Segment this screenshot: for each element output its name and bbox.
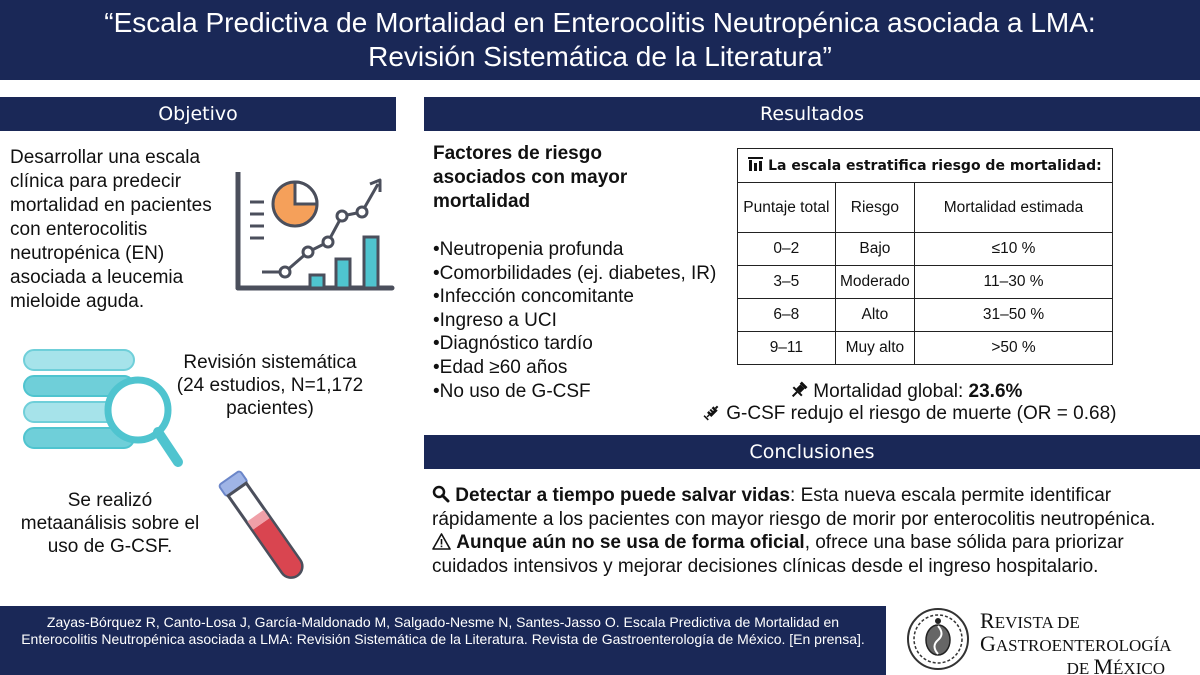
journal-line-3: DE MÉXICO [1066,654,1165,675]
conclusion-1-bold: Detectar a tiempo puede salvar vidas [455,485,791,506]
citation-text: Zayas-Bórquez R, Canto-Losa J, García-Maldonado M, Salgado-Nesme N, Santes-Jasso O. Escala Predictiva de Mortalidad en Enterocolitis Neutropénica asociada a LMA: Revisión Sistemática de la Literatura. Revista de Gastroenterología de México. [En prensa]. [21,614,865,647]
growth-chart-icon [230,172,400,297]
gcsf-stat-text: G-CSF redujo el riesgo de muerte (OR = 0.68) [726,403,1117,424]
factor-item: •Edad ≥60 años [433,356,568,378]
factor-item: •Diagnóstico tardío [433,333,593,355]
table-cell: 31–50 % [915,299,1113,332]
test-tube-icon [210,470,325,595]
table-cell: Bajo [835,233,914,266]
risk-table-caption [738,149,1113,183]
risk-table-caption-text: La escala estratifica riesgo de mortalidad: [768,158,1102,174]
gcsf-stat [703,402,1116,425]
table-cell: >50 % [915,332,1113,365]
objetivo-text: Desarrollar una escala clínica para predecir mortalidad en pacientes con enterocolitis neutropénica (EN) asociada a leucemia mieloide aguda. [10,147,212,312]
global-mortality-label: Mortalidad global: [813,381,969,402]
table-row [738,233,1113,266]
conclusion-2-bold: Aunque aún no se usa de forma oficial [456,532,805,553]
conclusiones-text [432,484,1192,578]
factor-item: •No uso de G-CSF [433,380,591,402]
conclusion-2-rest: , ofrece una base sólida para priorizar cuidados intensivos y mejorar decisiones clínicas desde el ingreso hospitalario. [432,532,1124,577]
bar-chart-icon [748,157,763,171]
factor-item: •Infección concomitante [433,286,634,308]
factor-item: •Comorbilidades (ej. diabetes, IR) [433,262,717,284]
risk-table [737,148,1113,365]
table-cell: Moderado [835,266,914,299]
table-cell: Muy alto [835,332,914,365]
table-cell: 3–5 [738,266,836,299]
pushpin-icon [790,381,808,399]
table-cell: ≤10 % [915,233,1113,266]
factors-title: Factores de riesgo asociados con mayor mortalidad [433,143,628,212]
table-row [738,332,1113,365]
col-header: Mortalidad estimada [915,183,1113,233]
table-cell: Alto [835,299,914,332]
journal-line-2: GASTROENTEROLOGÍA [980,631,1172,656]
syringe-icon [703,403,721,421]
journal-seal-logo [905,606,971,672]
title-line-1: “Escala Predictiva de Mortalidad en Enterocolitis Neutropénica asociada a LMA: [104,7,1096,38]
table-row [738,299,1113,332]
resultados-header: Resultados [424,97,1200,131]
table-cell: 9–11 [738,332,836,365]
journal-line-1: REVISTA DE [980,608,1080,633]
books-magnifier-icon [18,340,188,470]
conclusiones-header: Conclusiones [424,435,1200,469]
factors-list [433,238,723,403]
conclusion-paragraph-2 [432,531,1192,578]
factor-item: •Neutropenia profunda [433,239,624,260]
revision-text: Revisión sistemática (24 estudios, N=1,172 pacientes) [176,352,364,419]
table-cell: 11–30 % [915,266,1113,299]
table-header-row [738,183,1113,233]
global-mortality-stat [790,380,1022,403]
conclusion-1-rest: : Esta nueva escala permite identificar rápidamente a los pacientes con mayor riesgo de morir por enterocolitis neutropénica. [432,485,1156,530]
journal-wordmark [980,610,1195,675]
table-row [738,266,1113,299]
table-cell: 0–2 [738,233,836,266]
table-cell: 6–8 [738,299,836,332]
metaanalisis-text: Se realizó metaanálisis sobre el uso de G-CSF. [20,490,200,557]
citation-footer [0,606,886,675]
col-header: Puntaje total [738,183,836,233]
magnifier-icon [432,485,450,503]
global-mortality-value: 23.6% [968,381,1023,402]
warning-icon [432,533,451,550]
col-header: Riesgo [835,183,914,233]
title-banner [0,0,1200,80]
factor-item: •Ingreso a UCI [433,309,557,331]
objetivo-header: Objetivo [0,97,396,131]
title-line-2: Revisión Sistemática de la Literatura” [368,41,832,72]
conclusion-paragraph-1 [432,484,1192,531]
